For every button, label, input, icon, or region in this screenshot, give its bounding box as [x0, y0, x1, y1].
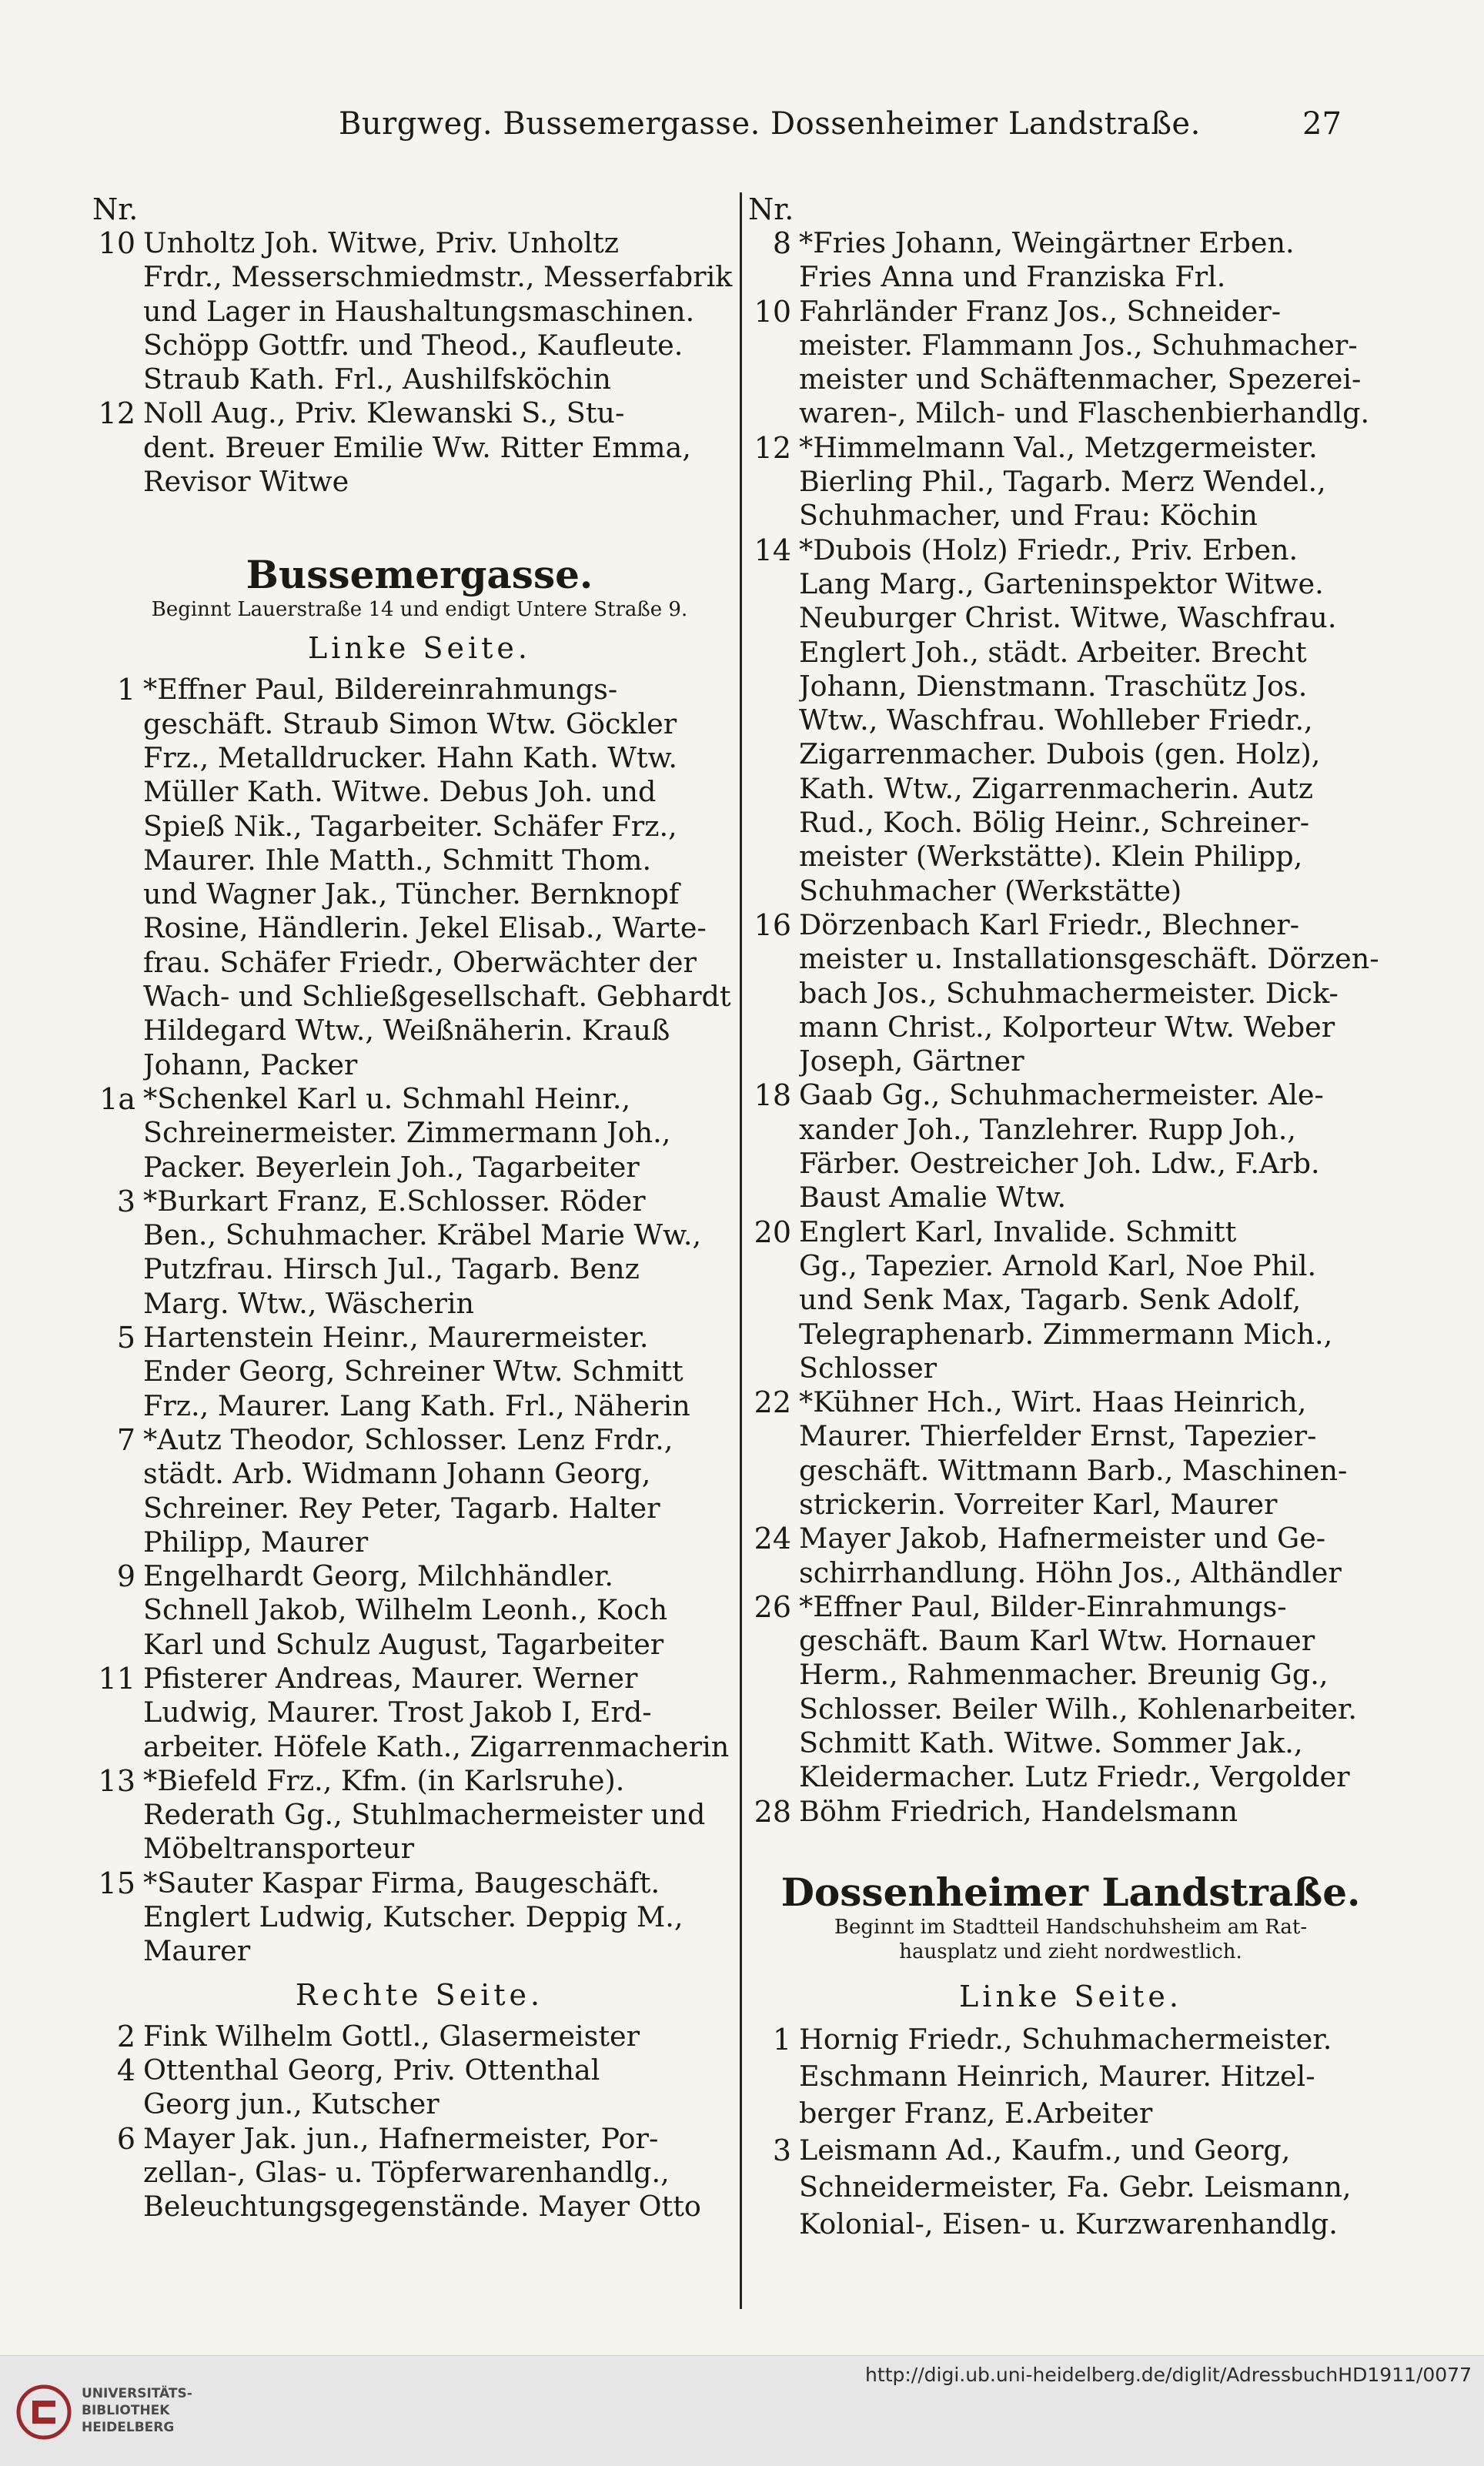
- address-entry: [92, 1559, 747, 1662]
- address-entry: [92, 396, 747, 499]
- address-entry: [92, 673, 747, 1082]
- entry-line: Färber. Oestreicher Joh. Ldw., F.Arb.: [799, 1147, 1320, 1181]
- entry-line: Ender Georg, Schreiner Wtw. Schmitt: [143, 1355, 684, 1388]
- street-subtitle: Beginnt Lauerstraße 14 und endigt Untere Straße 9.: [151, 598, 688, 622]
- entry-line: *Effner Paul, Bilder-Einrahmungs-: [799, 1589, 1287, 1623]
- entry-line: zellan-, Glas- u. Töpferwarenhandlg.,: [143, 2155, 670, 2189]
- house-number: 24: [754, 1522, 791, 1556]
- entry-line: Putzfrau. Hirsch Jul., Tagarb. Benz: [143, 1252, 640, 1286]
- entry-line: Eschmann Heinrich, Maurer. Hitzel-: [799, 2059, 1315, 2093]
- house-number: 8: [772, 226, 791, 260]
- address-entry: [748, 431, 1393, 533]
- entry-line: geschäft. Baum Karl Wtw. Hornauer: [799, 1624, 1315, 1658]
- library-seal-icon: [15, 2384, 72, 2441]
- entry-line: Joseph, Gärtner: [799, 1044, 1024, 1078]
- entry-line: Ben., Schuhmacher. Kräbel Marie Ww.,: [143, 1218, 702, 1252]
- entry-line: *Kühner Hch., Wirt. Haas Heinrich,: [799, 1385, 1307, 1419]
- entry-line: Kath. Wtw., Zigarrenmacherin. Autz: [799, 771, 1313, 805]
- left-column: [92, 192, 747, 2224]
- address-entry: [748, 1522, 1393, 1590]
- entry-line: Englert Joh., städt. Arbeiter. Brecht: [799, 635, 1307, 669]
- entry-line: städt. Arb. Widmann Johann Georg,: [143, 1457, 651, 1491]
- house-number: 4: [116, 2053, 135, 2087]
- entry-line: Rosine, Händlerin. Jekel Elisab., Warte-: [143, 911, 707, 945]
- entry-line: und Lager in Haushaltungsmaschinen.: [143, 294, 695, 328]
- house-number: 12: [98, 396, 135, 431]
- dossenheimer-left-side-entries: [748, 2021, 1393, 2243]
- entry-line: Rederath Gg., Stuhlmachermeister und: [143, 1798, 706, 1832]
- address-entry: [748, 2021, 1393, 2132]
- entry-line: Schreiner. Rey Peter, Tagarb. Halter: [143, 1491, 660, 1525]
- entry-line: Engelhardt Georg, Milchhändler.: [143, 1559, 614, 1593]
- entry-line: Wtw., Waschfrau. Wohlleber Friedr.,: [799, 703, 1313, 737]
- entry-line: Maurer: [143, 1934, 251, 1968]
- entry-line: Böhm Friedrich, Handelsmann: [799, 1794, 1238, 1828]
- entry-line: Hornig Friedr., Schuhmachermeister.: [799, 2022, 1332, 2056]
- entry-line: Schöpp Gottfr. und Theod., Kaufleute.: [143, 328, 684, 362]
- house-number: 1a: [99, 1081, 135, 1116]
- house-number: 12: [754, 430, 791, 465]
- entry-line: Pfisterer Andreas, Maurer. Werner: [143, 1661, 638, 1695]
- entry-line: Hartenstein Heinr., Maurermeister.: [143, 1321, 649, 1355]
- column-divider: [740, 192, 742, 2309]
- house-number: 20: [754, 1215, 791, 1249]
- address-entry: [92, 2122, 747, 2224]
- side-heading-left: Linke Seite.: [308, 631, 531, 666]
- entry-line: Rud., Koch. Bölig Heinr., Schreiner-: [799, 806, 1310, 840]
- house-number: 6: [116, 2121, 135, 2156]
- entry-line: Schreinermeister. Zimmermann Joh.,: [143, 1116, 671, 1150]
- entry-line: Leismann Ad., Kaufm., und Georg,: [799, 2133, 1291, 2167]
- entry-line: *Biefeld Frz., Kfm. (in Karlsruhe).: [143, 1763, 625, 1797]
- address-entry: [748, 1590, 1393, 1795]
- entry-line: Wach- und Schließgesellschaft. Gebhardt: [143, 980, 731, 1014]
- entry-line: und Wagner Jak., Tüncher. Bernknopf: [143, 877, 680, 911]
- seal-ring: [18, 2387, 69, 2438]
- entry-line: meister und Schäftenmacher, Spezerei-: [799, 363, 1362, 396]
- entry-line: Philipp, Maurer: [143, 1525, 369, 1559]
- house-number: 15: [98, 1866, 135, 1900]
- entry-line: Schlosser. Beiler Wilh., Kohlenarbeiter.: [799, 1692, 1357, 1726]
- entry-line: Marg. Wtw., Wäscherin: [143, 1286, 475, 1320]
- entry-line: mann Christ., Kolporteur Wtw. Weber: [799, 1010, 1335, 1044]
- entry-line: Frz., Maurer. Lang Kath. Frl., Näherin: [143, 1388, 690, 1422]
- entry-line: *Himmelmann Val., Metzgermeister.: [799, 430, 1318, 464]
- entry-line: *Effner Paul, Bildereinrahmungs-: [143, 673, 618, 707]
- address-entry: [748, 295, 1393, 431]
- entry-line: Neuburger Christ. Witwe, Waschfrau.: [799, 601, 1337, 635]
- address-entry: [748, 1385, 1393, 1522]
- house-number: 16: [754, 907, 791, 942]
- entry-line: *Sauter Kaspar Firma, Baugeschäft.: [143, 1866, 660, 1900]
- house-number: 10: [754, 294, 791, 329]
- nr-column-header: Nr.: [92, 192, 139, 226]
- house-number: 2: [116, 2019, 135, 2053]
- house-number: 1: [116, 673, 135, 707]
- section-gap: [748, 1964, 1393, 1970]
- section-gap: [92, 499, 747, 542]
- entry-line: Maurer. Thierfelder Ernst, Tapezier-: [799, 1419, 1317, 1453]
- street-title-dossenheimer-landstrasse: Dossenheimer Landstraße.: [780, 1869, 1361, 1915]
- entry-line: Maurer. Ihle Matth., Schmitt Thom.: [143, 843, 652, 877]
- entry-line: *Schenkel Karl u. Schmahl Heinr.,: [143, 1081, 631, 1115]
- section-gap: [748, 1829, 1393, 1860]
- entry-line: meister. Flammann Jos., Schuhmacher-: [799, 328, 1358, 362]
- entry-line: und Senk Max, Tagarb. Senk Adolf,: [799, 1283, 1302, 1317]
- street-title-bussemergasse: Bussemergasse.: [246, 552, 593, 598]
- right-column: [748, 192, 1393, 2243]
- address-entry: [92, 1764, 747, 1866]
- entry-line: Bierling Phil., Tagarb. Merz Wendel.,: [799, 465, 1326, 499]
- house-number: 22: [754, 1385, 791, 1420]
- entry-line: Englert Ludwig, Kutscher. Deppig M.,: [143, 1900, 684, 1934]
- entry-line: Karl und Schulz August, Tagarbeiter: [143, 1627, 664, 1661]
- left-top-entries: [92, 226, 747, 499]
- entry-line: Spieß Nik., Tagarbeiter. Schäfer Frz.,: [143, 809, 677, 843]
- entry-line: Dörzenbach Karl Friedr., Blechner-: [799, 907, 1300, 941]
- right-top-entries: [748, 226, 1393, 1829]
- address-entry: [748, 908, 1393, 1078]
- address-entry: [92, 2020, 747, 2053]
- entry-line: Ottenthal Georg, Priv. Ottenthal: [143, 2053, 600, 2087]
- entry-line: waren-, Milch- und Flaschenbierhandlg.: [799, 396, 1370, 430]
- house-number: 26: [754, 1589, 791, 1624]
- house-number: 3: [116, 1184, 135, 1218]
- address-entry: [748, 1215, 1393, 1385]
- address-entry: [748, 533, 1393, 908]
- entry-line: Gg., Tapezier. Arnold Karl, Noe Phil.: [799, 1248, 1317, 1282]
- side-heading-right: Rechte Seite.: [295, 1977, 544, 2012]
- entry-line: *Fries Johann, Weingärtner Erben.: [799, 226, 1295, 259]
- entry-line: dent. Breuer Emilie Ww. Ritter Emma,: [143, 430, 691, 464]
- address-entry: [92, 226, 747, 396]
- entry-line: bach Jos., Schuhmachermeister. Dick-: [799, 976, 1339, 1010]
- entry-line: Fahrländer Franz Jos., Schneider-: [799, 294, 1282, 328]
- house-number: 3: [772, 2133, 791, 2167]
- entry-line: Gaab Gg., Schuhmachermeister. Ale-: [799, 1078, 1324, 1112]
- house-number: 1: [772, 2022, 791, 2057]
- nr-column-header: Nr.: [748, 192, 794, 226]
- entry-line: *Autz Theodor, Schlosser. Lenz Frdr.,: [143, 1422, 673, 1456]
- entry-line: Georg jun., Kutscher: [143, 2087, 440, 2121]
- address-entry: [748, 1795, 1393, 1829]
- entry-line: Schmitt Kath. Witwe. Sommer Jak.,: [799, 1726, 1303, 1760]
- address-entry: [92, 1423, 747, 1559]
- entry-line: Mayer Jakob, Hafnermeister und Ge-: [799, 1522, 1326, 1555]
- entry-line: Fries Anna und Franziska Frl.: [799, 260, 1226, 294]
- entry-line: Frdr., Messerschmiedmstr., Messerfabrik: [143, 260, 733, 294]
- entry-line: Kolonial-, Eisen- u. Kurzwarenhandlg.: [799, 2207, 1338, 2240]
- house-number: 18: [754, 1078, 791, 1113]
- source-url-link[interactable]: http://digi.ub.uni-heidelberg.de/diglit/AdressbuchHD1911/0077: [865, 2364, 1472, 2386]
- entry-line: Möbeltransporteur: [143, 1832, 415, 1866]
- entry-line: *Dubois (Holz) Friedr., Priv. Erben.: [799, 533, 1298, 566]
- address-entry: [92, 1866, 747, 1969]
- side-heading-left: Linke Seite.: [959, 1979, 1182, 2013]
- house-number: 10: [98, 226, 135, 260]
- entry-line: Johann, Dienstmann. Traschütz Jos.: [799, 669, 1308, 703]
- entry-line: geschäft. Straub Simon Wtw. Göckler: [143, 707, 677, 740]
- entry-line: Unholtz Joh. Witwe, Priv. Unholtz: [143, 226, 620, 259]
- entry-line: Schuhmacher, und Frau: Köchin: [799, 499, 1258, 533]
- entry-line: Telegraphenarb. Zimmermann Mich.,: [799, 1317, 1333, 1351]
- entry-line: Johann, Packer: [143, 1048, 358, 1081]
- entry-line: Mayer Jak. jun., Hafnermeister, Por-: [143, 2121, 659, 2155]
- street-subtitle-line-1: Beginnt im Stadtteil Handschuhsheim am Rat-: [834, 1915, 1308, 1939]
- entry-line: xander Joh., Tanzlehrer. Rupp Joh.,: [799, 1112, 1296, 1146]
- entry-line: geschäft. Wittmann Barb., Maschinen-: [799, 1453, 1348, 1487]
- entry-line: frau. Schäfer Friedr., Oberwächter der: [143, 945, 697, 979]
- entry-line: Schnell Jakob, Wilhelm Leonh., Koch: [143, 1593, 668, 1627]
- entry-line: Müller Kath. Witwe. Debus Joh. und: [143, 775, 657, 809]
- house-number: 14: [754, 533, 791, 567]
- entry-line: Schneidermeister, Fa. Gebr. Leismann,: [799, 2170, 1352, 2204]
- entry-line: Schlosser: [799, 1351, 938, 1385]
- entry-line: Baust Amalie Wtw.: [799, 1181, 1067, 1215]
- entry-line: strickerin. Vorreiter Karl, Maurer: [799, 1487, 1278, 1521]
- address-entry: [748, 1078, 1393, 1215]
- entry-line: Lang Marg., Garteninspektor Witwe.: [799, 566, 1324, 600]
- page-number: 27: [1302, 106, 1342, 142]
- house-number: 11: [98, 1661, 135, 1696]
- library-name: UNIVERSITÄTS- BIBLIOTHEK HEIDELBERG: [82, 2386, 192, 2435]
- entry-line: Kleidermacher. Lutz Friedr., Vergolder: [799, 1760, 1350, 1794]
- bussemergasse-left-side-entries: [92, 673, 747, 1968]
- entry-line: Schuhmacher (Werkstätte): [799, 874, 1182, 907]
- entry-line: Beleuchtungsgegenstände. Mayer Otto: [143, 2190, 701, 2224]
- entry-line: *Burkart Franz, E.Schlosser. Röder: [143, 1184, 646, 1218]
- entry-line: Herm., Rahmenmacher. Breunig Gg.,: [799, 1658, 1329, 1692]
- running-title: Burgweg. Bussemergasse. Dossenheimer Landstraße.: [339, 106, 1201, 142]
- entry-line: Revisor Witwe: [143, 465, 349, 499]
- address-entry: [92, 1662, 747, 1764]
- street-subtitle-line-2: hausplatz und zieht nordwestlich.: [899, 1940, 1242, 1963]
- address-entry: [748, 226, 1393, 295]
- entry-line: meister u. Installationsgeschäft. Dörzen-: [799, 942, 1379, 976]
- house-number: 7: [116, 1422, 135, 1457]
- entry-line: meister (Werkstätte). Klein Philipp,: [799, 840, 1303, 874]
- house-number: 28: [754, 1794, 791, 1829]
- entry-line: berger Franz, E.Arbeiter: [799, 2096, 1153, 2130]
- house-number: 9: [116, 1559, 135, 1594]
- entry-line: Zigarrenmacher. Dubois (gen. Holz),: [799, 737, 1321, 771]
- entry-line: Straub Kath. Frl., Aushilfsköchin: [143, 363, 611, 396]
- entry-line: Englert Karl, Invalide. Schmitt: [799, 1215, 1237, 1248]
- entry-line: Frz., Metalldrucker. Hahn Kath. Wtw.: [143, 740, 677, 774]
- house-number: 5: [116, 1321, 135, 1355]
- bussemergasse-right-side-entries: [92, 2020, 747, 2224]
- entry-line: Fink Wilhelm Gottl., Glasermeister: [143, 2019, 640, 2053]
- entry-line: Hildegard Wtw., Weißnäherin. Krauß: [143, 1014, 670, 1048]
- address-entry: [92, 1321, 747, 1423]
- entry-line: schirrhandlung. Höhn Jos., Althändler: [799, 1555, 1342, 1589]
- house-number: 13: [98, 1763, 135, 1798]
- address-entry: [748, 2132, 1393, 2243]
- address-entry: [92, 1185, 747, 1321]
- entry-line: arbeiter. Höfele Kath., Zigarrenmacherin: [143, 1729, 730, 1763]
- address-entry: [92, 1082, 747, 1185]
- address-entry: [92, 2053, 747, 2122]
- entry-line: Noll Aug., Priv. Klewanski S., Stu-: [143, 396, 625, 430]
- seal-glyph: [32, 2401, 55, 2424]
- library-footer: [0, 2355, 1484, 2466]
- entry-line: Ludwig, Maurer. Trost Jakob I, Erd-: [143, 1696, 652, 1729]
- entry-line: Packer. Beyerlein Joh., Tagarbeiter: [143, 1150, 640, 1184]
